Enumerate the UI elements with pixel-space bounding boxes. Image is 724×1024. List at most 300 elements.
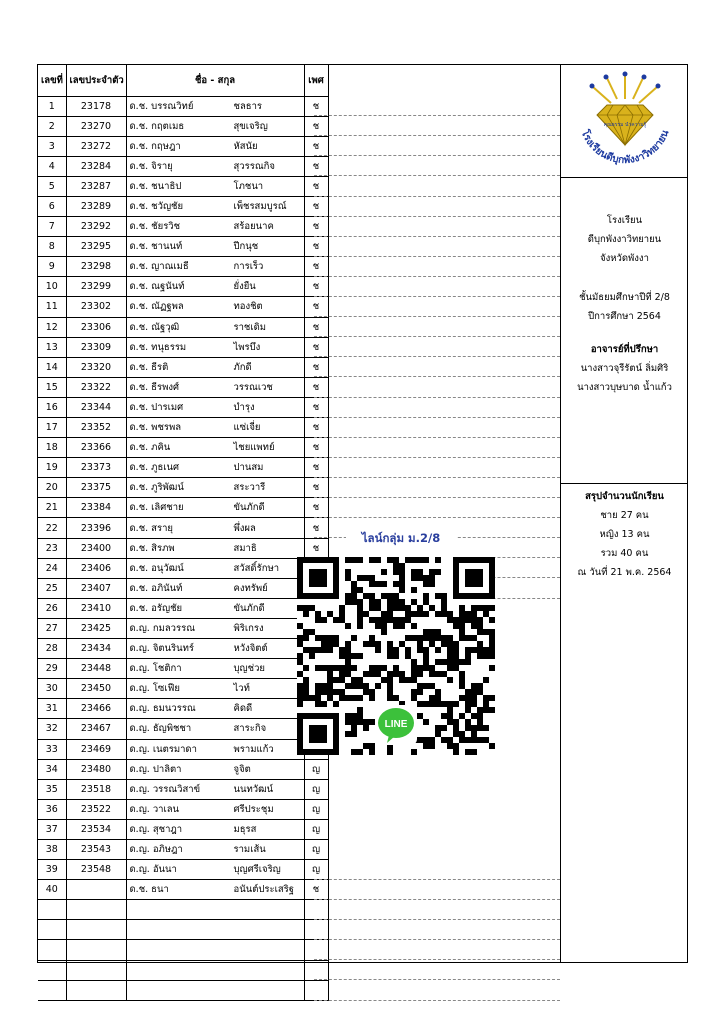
table-row	[38, 196, 328, 216]
summary-heading: สรุปจำนวนนักเรียน	[585, 491, 664, 502]
cell-student-id: 23292	[66, 217, 126, 237]
cell-name	[126, 578, 304, 598]
cell-student-id: 23450	[66, 679, 126, 699]
table-row	[38, 136, 328, 156]
line-badge-text: LINE	[384, 719, 408, 730]
summary-date: ณ วันที่ 21 พ.ค. 2564	[577, 567, 672, 578]
last-name: สระวารี	[233, 482, 266, 494]
cell-student-id: 23344	[66, 397, 126, 417]
cell-name	[126, 478, 304, 498]
logo-section	[561, 65, 688, 178]
remark-line	[314, 296, 560, 297]
roster-table	[38, 65, 329, 1001]
header-name: ชื่อ - สกุล	[126, 65, 304, 96]
cell-gender: ญ	[304, 799, 328, 819]
cell-student-id: 23299	[66, 277, 126, 297]
cell-name	[126, 618, 304, 638]
first-name: ด.ญ. อภิษฎา	[129, 844, 183, 856]
cell-name	[126, 799, 304, 819]
cell-gender: ช	[304, 538, 328, 558]
cell-gender: ช	[304, 297, 328, 317]
last-name: คิดดี	[233, 703, 253, 715]
first-name: ด.ช. ธนา	[129, 884, 169, 896]
cell-no: 32	[38, 719, 66, 739]
cell-no: 27	[38, 618, 66, 638]
roster-sheet	[37, 64, 688, 963]
remark-line	[314, 316, 560, 317]
last-name: ไพรบึง	[233, 341, 261, 353]
cell-name	[126, 116, 304, 136]
cell-name	[126, 337, 304, 357]
empty-row	[38, 920, 328, 940]
last-name: ขันภักดี	[233, 602, 265, 614]
cell-no: 14	[38, 357, 66, 377]
last-name: สุขเจริญ	[233, 120, 268, 132]
table-row	[38, 659, 328, 679]
last-name: ปีกนุช	[233, 241, 259, 253]
table-row	[38, 478, 328, 498]
cell-no: 25	[38, 578, 66, 598]
cell-name	[126, 297, 304, 317]
school-logo	[565, 65, 685, 173]
school-name: ดีบุกพังงาวิทยายน	[587, 234, 662, 245]
cell-no: 24	[38, 558, 66, 578]
last-name: อนันต์ประเสริฐ	[233, 884, 294, 896]
table-row	[38, 498, 328, 518]
cell-name	[126, 558, 304, 578]
advisor-name-1: นางสาวจุรีรัตน์ ลิ่มศิริ	[580, 363, 669, 374]
first-name: ด.ช. ทนุธรรม	[129, 341, 187, 353]
remark-line	[314, 417, 560, 418]
empty-row	[38, 900, 328, 920]
cell-name	[126, 659, 304, 679]
cell-gender: ช	[304, 518, 328, 538]
table-row	[38, 880, 328, 900]
cell-gender: ญ	[304, 759, 328, 779]
remark-line	[314, 397, 560, 398]
cell-student-id: 23289	[66, 196, 126, 216]
first-name: ด.ช. ภคิน	[129, 442, 171, 454]
last-name: ศรีประชุม	[233, 803, 274, 815]
last-name: หัสนัย	[233, 140, 258, 152]
cell-no: 37	[38, 819, 66, 839]
cell-gender: ช	[304, 397, 328, 417]
cell-student-id: 23270	[66, 116, 126, 136]
advisor-name-2: นางสาวบุษบาด น้ำแก้ว	[577, 382, 672, 393]
table-row	[38, 297, 328, 317]
table-row	[38, 639, 328, 659]
remark-line	[314, 175, 560, 176]
cell-no: 4	[38, 156, 66, 176]
first-name: ด.ช. ณฐนันท์	[129, 281, 185, 293]
last-name: คงทรัพย์	[233, 582, 268, 594]
cell-student-id: 23295	[66, 237, 126, 257]
cell-student-id: 23480	[66, 759, 126, 779]
table-row	[38, 217, 328, 237]
remark-line	[314, 879, 560, 880]
table-row	[38, 518, 328, 538]
cell-no: 8	[38, 237, 66, 257]
cell-gender: ช	[304, 880, 328, 900]
cell-name	[126, 458, 304, 478]
table-row	[38, 96, 328, 116]
cell-no: 40	[38, 880, 66, 900]
empty-row	[38, 960, 328, 980]
cell-student-id: 23548	[66, 860, 126, 880]
cell-name	[126, 538, 304, 558]
cell-no: 19	[38, 458, 66, 478]
cell-gender: ช	[304, 337, 328, 357]
cell-no: 20	[38, 478, 66, 498]
cell-gender: ช	[304, 458, 328, 478]
remark-line	[314, 135, 560, 136]
cell-gender: ช	[304, 357, 328, 377]
cell-student-id: 23298	[66, 257, 126, 277]
first-name: ด.ญ. สุชาฎา	[129, 823, 183, 835]
cell-no: 36	[38, 799, 66, 819]
cell-name	[126, 759, 304, 779]
table-row	[38, 598, 328, 618]
table-row	[38, 458, 328, 478]
cell-name	[126, 317, 304, 337]
last-name: โภชนา	[233, 180, 264, 192]
cell-no: 22	[38, 518, 66, 538]
remark-line	[314, 216, 560, 217]
last-name: บำรุง	[233, 401, 255, 413]
table-row	[38, 679, 328, 699]
cell-student-id: 23320	[66, 357, 126, 377]
table-row	[38, 156, 328, 176]
cell-no: 17	[38, 418, 66, 438]
cell-no: 35	[38, 779, 66, 799]
cell-student-id: 23375	[66, 478, 126, 498]
school-province: จังหวัดพังงา	[600, 253, 649, 264]
table-row	[38, 719, 328, 739]
last-name: มธุรส	[233, 823, 257, 835]
cell-student-id: 23366	[66, 438, 126, 458]
cell-name	[126, 96, 304, 116]
first-name: ด.ช. ธีรติ	[129, 361, 169, 373]
first-name: ด.ช. จิรายุ	[129, 160, 173, 172]
table-row	[38, 538, 328, 558]
first-name: ด.ช. บรรณวิทย์	[129, 100, 194, 112]
last-name: แซ่เจี่ย	[233, 422, 261, 434]
first-name: ด.ญ. วาเลน	[129, 803, 180, 815]
table-row	[38, 337, 328, 357]
cell-student-id: 23425	[66, 618, 126, 638]
first-name: ด.ช. อรัญชัย	[129, 602, 183, 614]
cell-no: 26	[38, 598, 66, 618]
cell-gender: ช	[304, 217, 328, 237]
remark-line	[314, 276, 560, 277]
first-name: ด.ช. พชรพล	[129, 422, 182, 434]
cell-name	[126, 739, 304, 759]
last-name: ภักดี	[233, 361, 252, 373]
cell-student-id: 23407	[66, 578, 126, 598]
cell-student-id: 23448	[66, 659, 126, 679]
last-name: สาระกิจ	[233, 723, 267, 735]
cell-name	[126, 237, 304, 257]
cell-no: 30	[38, 679, 66, 699]
header-student-id: เลขประจำตัว	[66, 65, 126, 96]
last-name: สุวรรณกิจ	[233, 160, 275, 172]
cell-student-id: 23302	[66, 297, 126, 317]
first-name: ด.ช. ญาณเมธี	[129, 261, 189, 273]
last-name: ชลธาร	[233, 100, 263, 112]
table-row	[38, 237, 328, 257]
last-name: สมาธิ	[233, 542, 257, 554]
cell-student-id: 23287	[66, 176, 126, 196]
cell-name	[126, 639, 304, 659]
cell-no: 15	[38, 377, 66, 397]
cell-gender: ช	[304, 257, 328, 277]
cell-no: 1	[38, 96, 66, 116]
roster-body	[38, 96, 328, 1000]
cell-student-id: 23469	[66, 739, 126, 759]
cell-name	[126, 136, 304, 156]
line-group-title: ไลน์กลุ่ม ม.2/8	[346, 530, 456, 548]
remark-line	[314, 336, 560, 337]
table-row	[38, 438, 328, 458]
remark-line	[314, 256, 560, 257]
table-row	[38, 739, 328, 759]
cell-student-id: 23534	[66, 819, 126, 839]
cell-gender: ช	[304, 277, 328, 297]
cell-name	[126, 357, 304, 377]
remark-line	[314, 919, 560, 920]
right-panel	[560, 65, 688, 962]
header-no: เลขที่	[38, 65, 66, 96]
cell-no: 34	[38, 759, 66, 779]
table-row	[38, 176, 328, 196]
table-row	[38, 116, 328, 136]
summary-section	[561, 483, 688, 962]
last-name: เพ็ชรสมบูรณ์	[233, 201, 287, 213]
cell-gender: ช	[304, 377, 328, 397]
cell-student-id: 23543	[66, 839, 126, 859]
cell-name	[126, 880, 304, 900]
cell-gender: ช	[304, 478, 328, 498]
table-row	[38, 799, 328, 819]
cell-student-id: 23284	[66, 156, 126, 176]
first-name: ด.ช. ชนาธิป	[129, 180, 182, 192]
table-row	[38, 819, 328, 839]
summary-male: ชาย 27 คน	[600, 510, 649, 521]
cell-no: 31	[38, 699, 66, 719]
cell-gender: ช	[304, 498, 328, 518]
last-name: ทองชิต	[233, 301, 263, 313]
cell-no: 28	[38, 639, 66, 659]
table-row	[38, 418, 328, 438]
remark-line	[314, 939, 560, 940]
first-name: ด.ช. อภินันท์	[129, 582, 183, 594]
first-name: ด.ช. กฤษฎา	[129, 140, 181, 152]
last-name: รามเส้น	[233, 844, 266, 856]
table-row	[38, 277, 328, 297]
cell-name	[126, 779, 304, 799]
remark-line	[314, 899, 560, 900]
cell-student-id: 23434	[66, 639, 126, 659]
cell-no: 39	[38, 860, 66, 880]
table-row	[38, 317, 328, 337]
cell-name	[126, 518, 304, 538]
first-name: ด.ช. ธีรพงศ์	[129, 381, 180, 393]
cell-name	[126, 719, 304, 739]
cell-name	[126, 196, 304, 216]
first-name: ด.ญ. ธัญพิชชา	[129, 723, 192, 735]
logo-motto: คุณธรรม นำความรู้	[603, 122, 646, 128]
remark-line	[314, 497, 560, 498]
first-name: ด.ช. ภูริพัฒน์	[129, 482, 184, 494]
last-name: บุญศรีเจริญ	[233, 864, 281, 876]
first-name: ด.ญ. อันนา	[129, 864, 177, 876]
first-name: ด.ญ. วรรณวิสาข์	[129, 783, 201, 795]
last-name: พึ่งผล	[233, 522, 256, 534]
cell-gender: ช	[304, 96, 328, 116]
cell-gender: ช	[304, 237, 328, 257]
first-name: ด.ช. ชัยรวิช	[129, 221, 181, 233]
line-qr-code[interactable]	[297, 557, 495, 755]
cell-no: 11	[38, 297, 66, 317]
last-name: บุญช่วย	[233, 663, 265, 675]
empty-row	[38, 940, 328, 960]
cell-gender: ช	[304, 196, 328, 216]
cell-gender: ช	[304, 418, 328, 438]
cell-name	[126, 277, 304, 297]
cell-no: 38	[38, 839, 66, 859]
last-name: ยั่งยืน	[233, 281, 256, 293]
cell-student-id: 23322	[66, 377, 126, 397]
cell-no: 21	[38, 498, 66, 518]
cell-no: 23	[38, 538, 66, 558]
last-name: จูจิต	[233, 763, 251, 775]
first-name: ด.ญ. ธมนวรรณ	[129, 703, 196, 715]
cell-student-id: 23396	[66, 518, 126, 538]
cell-student-id	[66, 880, 126, 900]
first-name: ด.ช. สรายุ	[129, 522, 173, 534]
table-row	[38, 397, 328, 417]
line-logo-icon	[375, 705, 417, 745]
first-name: ด.ช. ชวัญชัย	[129, 201, 184, 213]
remark-line	[314, 196, 560, 197]
last-name: ไวท์	[233, 683, 250, 695]
cell-gender: ช	[304, 136, 328, 156]
table-row	[38, 558, 328, 578]
remark-line	[314, 115, 560, 116]
cell-no: 29	[38, 659, 66, 679]
cell-name	[126, 217, 304, 237]
cell-no: 7	[38, 217, 66, 237]
first-name: ด.ช. ณัฏฐพล	[129, 301, 184, 313]
remark-line	[314, 376, 560, 377]
cell-name	[126, 176, 304, 196]
cell-name	[126, 839, 304, 859]
last-name: วรรณเวช	[233, 381, 273, 393]
cell-student-id: 23352	[66, 418, 126, 438]
table-row	[38, 578, 328, 598]
cell-student-id: 23406	[66, 558, 126, 578]
cell-name	[126, 860, 304, 880]
advisor-heading: อาจารย์ที่ปรึกษา	[590, 344, 659, 355]
cell-student-id: 23410	[66, 598, 126, 618]
last-name: ราชเดิม	[233, 321, 267, 333]
last-name: หวังจิตต์	[233, 643, 268, 655]
cell-student-id: 23309	[66, 337, 126, 357]
cell-no: 12	[38, 317, 66, 337]
first-name: ด.ช. ณัฐวุฒิ	[129, 321, 180, 333]
last-name: พรามแก้ว	[233, 743, 274, 755]
remark-line	[314, 517, 560, 518]
line-group-area	[296, 530, 506, 548]
last-name: ไชยแพทย์	[233, 442, 275, 454]
remark-line	[314, 356, 560, 357]
first-name: ด.ช. กฤตเมธ	[129, 120, 185, 132]
last-name: ขันภักดี	[233, 502, 265, 514]
table-row	[38, 618, 328, 638]
cell-gender: ญ	[304, 779, 328, 799]
cell-student-id: 23518	[66, 779, 126, 799]
class-level: ชั้นมัธยมศึกษาปีที่ 2/8	[579, 292, 670, 303]
first-name: ด.ช. ภูธเนศ	[129, 462, 180, 474]
summary-total: รวม 40 คน	[600, 548, 649, 559]
last-name: ปานสม	[233, 462, 264, 474]
school-label: โรงเรียน	[606, 215, 643, 226]
remark-line	[314, 437, 560, 438]
cell-name	[126, 498, 304, 518]
first-name: ด.ญ. จิตนรินทร์	[129, 643, 195, 655]
first-name: ด.ช. ชานนท์	[129, 241, 183, 253]
cell-no: 5	[38, 176, 66, 196]
cell-name	[126, 699, 304, 719]
cell-student-id: 23272	[66, 136, 126, 156]
first-name: ด.ญ. ปาลิตา	[129, 763, 182, 775]
table-row	[38, 377, 328, 397]
cell-name	[126, 819, 304, 839]
remark-line	[314, 477, 560, 478]
cell-gender: ช	[304, 116, 328, 136]
cell-gender: ญ	[304, 839, 328, 859]
cell-gender: ญ	[304, 819, 328, 839]
cell-name	[126, 679, 304, 699]
cell-student-id: 23466	[66, 699, 126, 719]
cell-no: 9	[38, 257, 66, 277]
cell-student-id: 23306	[66, 317, 126, 337]
cell-no: 16	[38, 397, 66, 417]
cell-no: 13	[38, 337, 66, 357]
cell-name	[126, 438, 304, 458]
last-name: สร้อยนาค	[233, 221, 274, 233]
cell-student-id: 23467	[66, 719, 126, 739]
cell-student-id: 23384	[66, 498, 126, 518]
cell-name	[126, 377, 304, 397]
cell-no: 2	[38, 116, 66, 136]
cell-name	[126, 598, 304, 618]
first-name: ด.ญ. โซเฟีย	[129, 683, 180, 695]
remarks-column	[314, 65, 560, 962]
cell-student-id: 23373	[66, 458, 126, 478]
first-name: ด.ช. สิรภพ	[129, 542, 175, 554]
first-name: ด.ช. ปารเมศ	[129, 401, 184, 413]
cell-no: 10	[38, 277, 66, 297]
cell-gender: ญ	[304, 860, 328, 880]
table-row	[38, 860, 328, 880]
cell-name	[126, 156, 304, 176]
table-row	[38, 257, 328, 277]
remark-line	[314, 155, 560, 156]
last-name: พิริเกรง	[233, 622, 264, 634]
first-name: ด.ญ. เนตรมาดา	[129, 743, 197, 755]
first-name: ด.ญ. โชติกา	[129, 663, 182, 675]
